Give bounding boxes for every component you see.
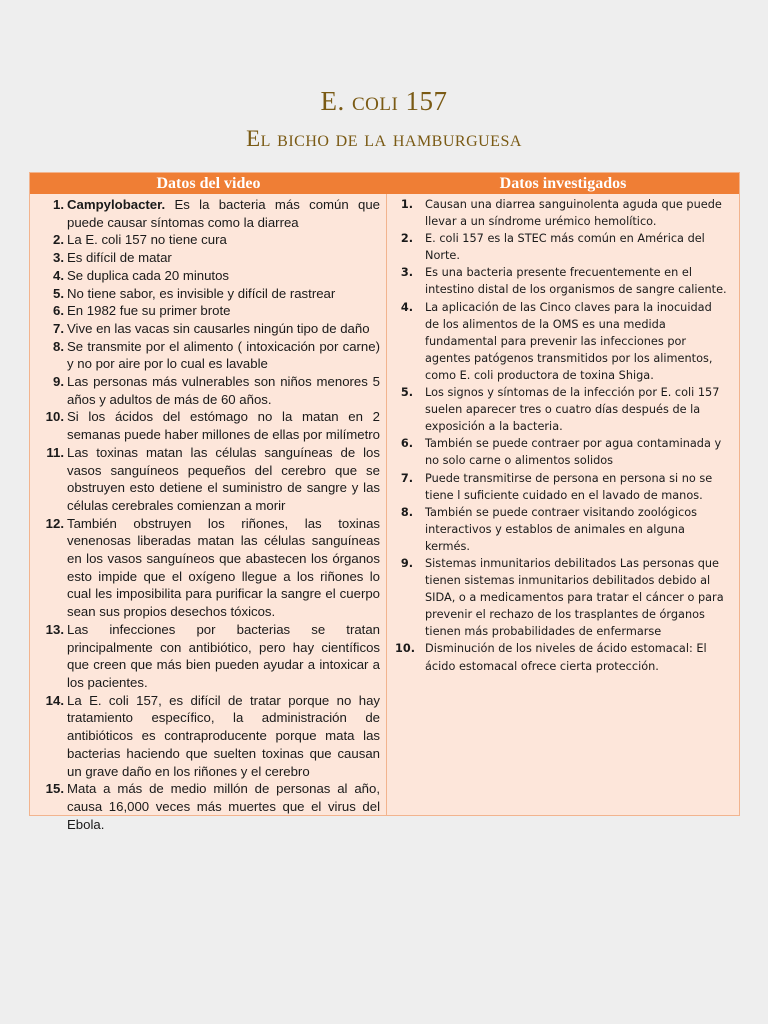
- list-item: [38, 780, 380, 833]
- list-item: [38, 444, 380, 515]
- list-item-text: Puede transmitirse de persona en persona si no se tiene l suficiente cuidado en el lavado de manos.: [425, 471, 713, 502]
- list-item-number: 6.: [53, 303, 64, 319]
- list-item-text: No tiene sabor, es invisible y difícil de rastrear: [67, 285, 336, 301]
- list-item-number: 10.: [395, 642, 416, 656]
- list-item-text: Es difícil de matar: [67, 250, 172, 266]
- list-item-text: La E. coli 157, es difícil de tratar porque no hay tratamiento específico, la administración de antibióticos es contraproducente porque mata las bacterias haciendo que suelten toxinas que causan un grave daño en los riñones y el cerebro: [67, 692, 380, 779]
- list-item-text: Es una bacteria presente frecuentemente en el intestino distal de los organismos de sangre caliente.: [425, 266, 727, 297]
- list-item-text: E. coli 157 es la STEC más común en América del Norte.: [425, 232, 705, 263]
- list-item-number: 13.: [45, 621, 64, 637]
- researched-data-list: [387, 194, 739, 675]
- list-item-number: 12.: [45, 515, 64, 531]
- list-item: [38, 692, 380, 781]
- list-item: [395, 196, 729, 230]
- list-item-number: 8.: [400, 505, 413, 519]
- list-item: [395, 470, 729, 504]
- list-item: [38, 408, 380, 443]
- list-item-number: 14.: [45, 692, 64, 708]
- document-subtitle: El bicho de la hamburguesa: [246, 126, 522, 151]
- list-item: [38, 231, 380, 249]
- list-item-text: También se puede contraer visitando zoológicos interactivos y establos de animales en alguna kermés.: [425, 505, 698, 553]
- list-item: [395, 384, 729, 435]
- list-item-text: La aplicación de las Cinco claves para la inocuidad de los alimentos de la OMS es una medida fundamental para prevenir las infecciones por agentes patógenos transmitidos por los alimentos, como E. coli productora de toxina Shiga.: [425, 300, 713, 382]
- list-item-number: 10.: [45, 409, 64, 425]
- list-item-text: Las toxinas matan las células sanguíneas de los vasos sanguíneos pequeños del cerebro que se obstruyen esto detiene el suministro de sangre y las células cerebrales comienzan a morir: [67, 444, 380, 513]
- list-item: [38, 302, 380, 320]
- list-item-text: En 1982 fue su primer brote: [67, 303, 231, 319]
- list-item-text: Las personas más vulnerables son niños menores 5 años y adultos de más de 60 años.: [67, 374, 380, 407]
- list-item-text: También obstruyen los riñones, las toxinas venenosas liberadas matan las células sanguíneas en los vasos sanguíneos que abastecen los órganos esto impide que el oxígeno llegue a los riñones lo cual les imposibilita para purificar la sangre el cuerpo sean sus propios desechos tóxicos.: [67, 515, 380, 620]
- list-item: [395, 555, 729, 640]
- list-item-number: 1.: [400, 198, 413, 211]
- list-item-text: Los signos y síntomas de la infección por E. coli 157 suelen aparecer tres o cuatro días después de la exposición a la bacteria.: [425, 386, 720, 434]
- list-item: [395, 230, 729, 264]
- document-title: E. coli 157: [320, 86, 448, 116]
- list-item-number: 7.: [53, 320, 64, 336]
- list-item: [38, 338, 380, 373]
- list-item-number: 11.: [46, 444, 64, 460]
- video-data-list: [30, 194, 386, 833]
- video-data-column: [30, 194, 387, 832]
- table-header-row: [30, 173, 739, 194]
- list-item-text: Si los ácidos del estómago no la matan en 2 semanas puede haber millones de ellas por milímetro: [67, 409, 380, 443]
- list-item-number: 8.: [53, 338, 64, 354]
- list-item: [38, 285, 380, 303]
- list-item-text: Sistemas inmunitarios debilitados Las personas que tienen sistemas inmunitarios debilitados debido al SIDA, o a medicamentos para tratar el cáncer o para prevenir el rechazo de los trasplantes de órganos tienen más probabilidades de enfermarse: [425, 556, 724, 639]
- list-item: [395, 640, 729, 674]
- list-item: [38, 249, 380, 267]
- list-item-number: 2.: [53, 232, 64, 248]
- list-item-number: 5.: [53, 285, 64, 301]
- list-item-text: También se puede contraer por agua contaminada y no solo carne o alimentos solidos: [425, 437, 722, 468]
- list-item-number: 9.: [53, 374, 64, 390]
- list-item-number: 3.: [53, 250, 64, 266]
- list-item-number: 1.: [53, 197, 64, 212]
- list-item-text: La E. coli 157 no tiene cura: [67, 232, 227, 248]
- list-item: [38, 267, 380, 285]
- list-item: [395, 435, 729, 469]
- comparison-table: [29, 172, 740, 832]
- list-item: [395, 264, 729, 298]
- list-item: [395, 299, 729, 384]
- list-item: [38, 621, 380, 692]
- list-item-lead: Campylobacter.: [67, 197, 166, 212]
- list-item: [38, 320, 380, 338]
- list-item-text: Vive en las vacas sin causarles ningún tipo de daño: [67, 320, 370, 336]
- list-item-number: 5.: [400, 386, 413, 400]
- list-item: [38, 196, 380, 231]
- list-item-number: 3.: [400, 266, 413, 280]
- list-item-number: 4.: [53, 267, 64, 283]
- list-item-number: 15.: [45, 781, 64, 797]
- researched-data-column: [387, 194, 739, 815]
- list-item-number: 6.: [400, 437, 413, 451]
- list-item-text: Se duplica cada 20 minutos: [67, 267, 230, 283]
- list-item-text: Se transmite por el alimento ( intoxicación por carne) y no por aire por lo cual es lavable: [67, 338, 380, 372]
- list-item-number: 4.: [400, 300, 413, 314]
- list-item-text: Disminución de los niveles de ácido estomacal: El ácido estomacal ofrece cierta protección.: [425, 642, 707, 673]
- list-item-text: Es la bacteria más común que puede causar síntomas como la diarrea: [67, 197, 380, 230]
- list-item-number: 7.: [400, 471, 413, 485]
- list-item: [38, 515, 380, 621]
- list-item-text: Causan una diarrea sanguinolenta aguda que puede llevar a un síndrome urémico hemolítico.: [425, 198, 722, 229]
- table-body: [30, 194, 739, 832]
- list-item-text: Las infecciones por bacterias se tratan principalmente con antibiótico, pero hay científicos que creen que más bien pueden ayudar a intoxicar a los pacientes.: [67, 621, 380, 690]
- list-item-number: 2.: [400, 232, 413, 246]
- list-item: [395, 504, 729, 555]
- header-video-data: Datos del video: [156, 175, 261, 192]
- header-researched-data: Datos investigados: [499, 175, 627, 192]
- list-item-text: Mata a más de medio millón de personas al año, causa 16,000 veces más muertes que el virus del Ebola.: [67, 781, 380, 832]
- list-item-number: 9.: [400, 556, 413, 570]
- list-item: [38, 373, 380, 408]
